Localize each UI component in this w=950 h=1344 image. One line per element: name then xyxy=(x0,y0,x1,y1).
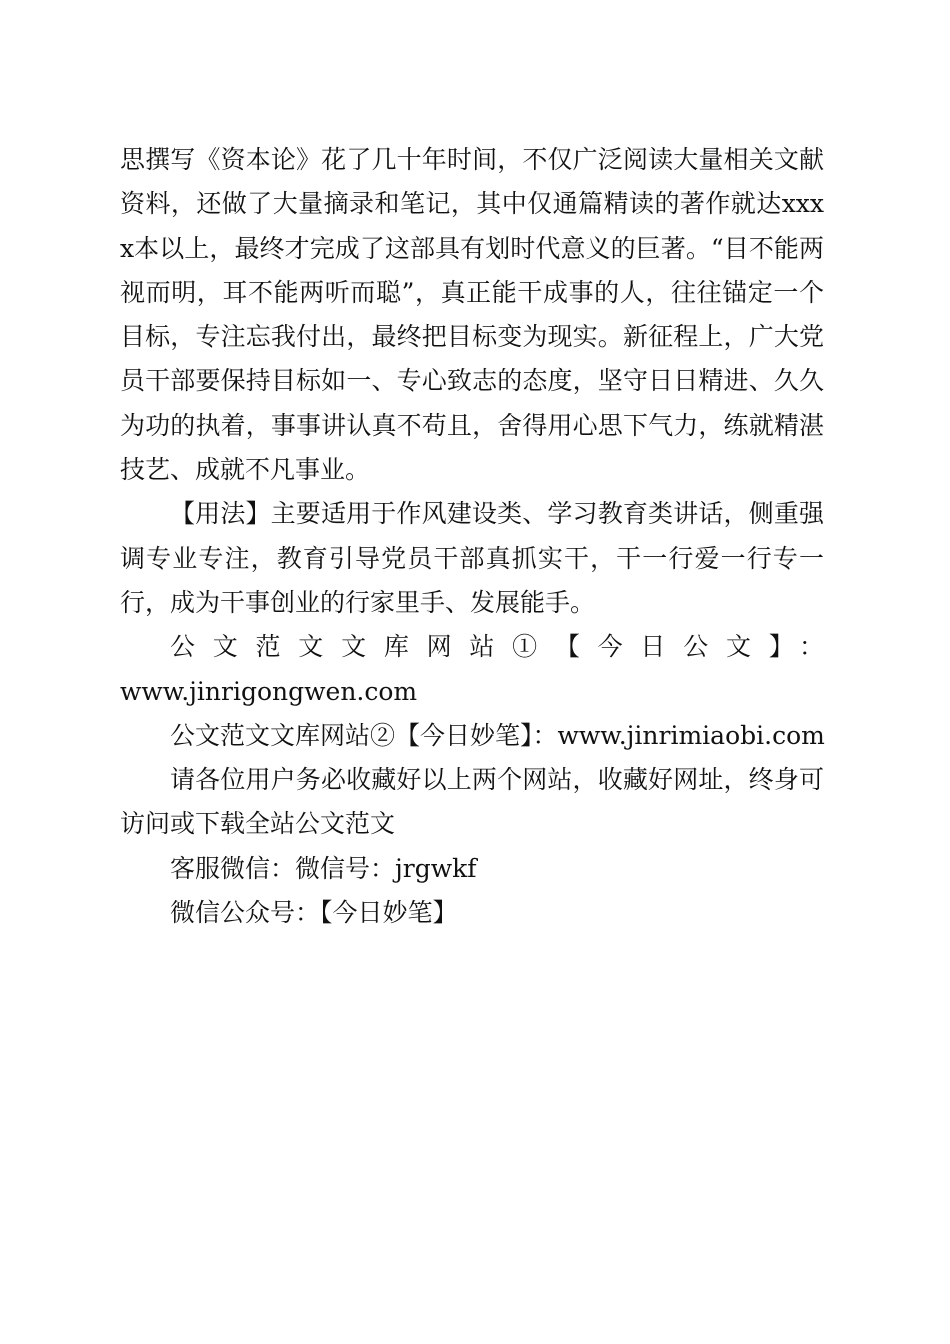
usage-paragraph: 【用法】主要适用于作风建设类、学习教育类讲话，侧重强调专业专注，教育引导党员干部真抓实干，干一行爱一行专一行，成为干事创业的行家里手、发展能手。 xyxy=(120,499,824,617)
site1-block xyxy=(120,625,824,714)
document-body xyxy=(120,138,824,935)
site2-line: 公文范文文库网站②【今日妙笔】：www.jinrimiaobi.com xyxy=(170,720,825,750)
wechat-official-account: 微信公众号：【今日妙笔】 xyxy=(170,898,458,928)
body-paragraph-continued: 思撰写《资本论》花了几十年时间，不仅广泛阅读大量相关文献资料，还做了大量摘录和笔记，其中仅通篇精读的著作就达xxxx本以上，最终才完成了这部具有划时代意义的巨著。“目不能两视而明，耳不能两听而聪”，真正能干成事的人，往往锚定一个目标，专注忘我付出，最终把目标变为现实。新征程上，广大党员干部要保持目标如一、专心致志的态度，坚守日日精进、久久为功的执着，事事讲认真不苟且，舍得用心思下气力，练就精湛技艺、成就不凡事业。 xyxy=(120,145,824,485)
site1-label: 公文范文文库网站①【今日公文】： xyxy=(170,632,824,662)
bookmark-notice: 请各位用户务必收藏好以上两个网站，收藏好网址，终身可访问或下载全站公文范文 xyxy=(120,765,824,839)
site1-url[interactable]: www.jinrigongwen.com xyxy=(120,676,418,706)
wechat-service: 客服微信：微信号：jrgwkf xyxy=(170,853,477,883)
